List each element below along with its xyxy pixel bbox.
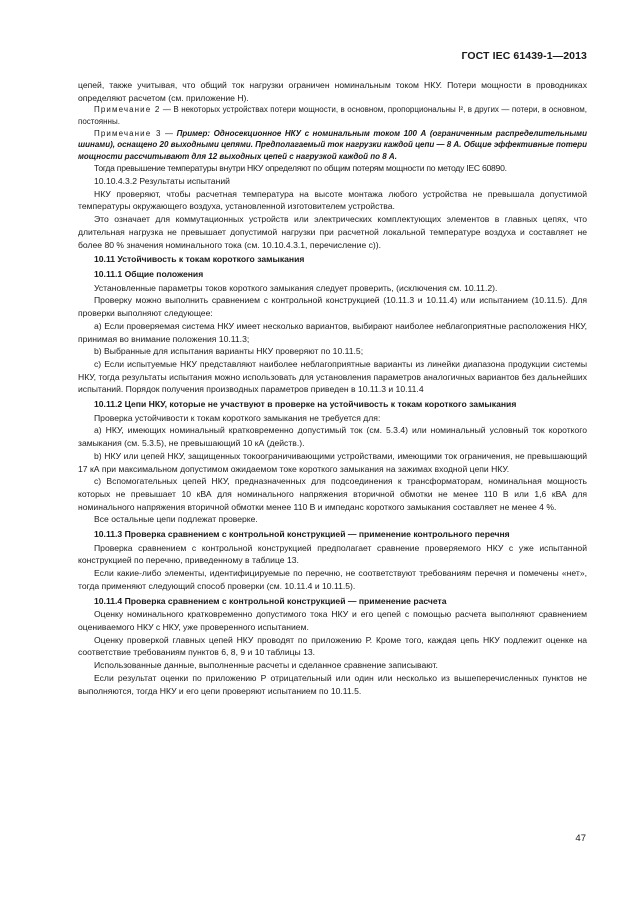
paragraph: Оценку проверкой главных цепей НКУ проводят по приложению Р. Кроме того, каждая цепь НКУ подлежит оценке на соответствие требованиям пунктов 6, 8, 9 и 10 таблицы 13. [78, 634, 587, 658]
section-heading-10-11-3: 10.11.3 Проверка сравнением с контрольной конструкцией — применение контрольного перечня [94, 529, 510, 540]
paragraph: цепей, также учитывая, что общий ток нагрузки ограничен номинальным током НКУ. Потери мощности в проводниках определяют расчетом (см. приложение Н). [78, 80, 587, 103]
document-header: ГОСТ IEC 61439-1—2013 [461, 50, 587, 62]
list-item: с) Если испытуемые НКУ представляют наиболее неблагоприятные варианты из линейки диапазона продукции системы НКУ, тогда результаты испытания можно использовать для установления параметров аналогичных вариантов без дальнейших испытаний. Порядок получения производных параметров приведен в 10.11.3 и 10.11.4 [78, 358, 587, 395]
paragraph: Установленные параметры токов короткого замыкания следует проверить, (исключения см. 10.11.2). [94, 282, 498, 293]
list-item: а) НКУ, имеющих номинальный кратковременно допустимый ток (см. 5.3.4) или номинальный условный ток короткого замыкания (см. 5.3.5), не превышающий 10 кА (действ.). [78, 425, 587, 449]
paragraph: Использованные данные, выполненные расчеты и сделанное сравнение записывают. [94, 660, 438, 671]
note-dash: — [161, 128, 177, 138]
paragraph: Оценку номинального кратковременно допустимого тока НКУ и его цепей с помощью расчета выполняют сравнением оцениваемого НКУ с НКУ, уже проверенного испытанием. [78, 609, 587, 632]
section-heading-10-11: 10.11 Устойчивость к токам короткого замыкания [94, 254, 305, 265]
note-2 [78, 104, 587, 127]
note-text: — В некоторых устройствах потери мощности, в основном, пропорциональны I², в других — потери, в основном, постоянны. [78, 105, 587, 126]
list-item: b) Выбранные для испытания варианты НКУ проверяют по 10.11.5; [94, 346, 364, 357]
paragraph: Если результат оценки по приложению Р отрицательный или один или несколько из вышеперечисленных пунктов не выполняются, тогда НКУ и его цепи проверяют испытанием по 10.11.5. [78, 672, 587, 696]
subsection-title: 10.10.4.3.2 Результаты испытаний [94, 176, 230, 187]
note-label: Примечание 2 [94, 105, 161, 115]
paragraph: Проверка устойчивости к токам короткого замыкания не требуется для: [94, 412, 381, 423]
paragraph: НКУ проверяют, чтобы расчетная температура на высоте монтажа любого устройства не превышала допустимой температуры окружающего воздуха, установленной изготовителем устройства. [78, 188, 587, 212]
paragraph: Тогда превышение температуры внутри НКУ определяют по общим потерям мощности по методу IEC 60890. [94, 163, 507, 174]
list-item: b) НКУ или цепей НКУ, защищенных токоограничивающими устройствами, имеющими ток ограничения, не превышающий 17 кА при максимальном допустимом ожидаемом токе короткого замыкания на зажимах входной цепи НКУ. [78, 450, 587, 474]
paragraph: Проверку можно выполнить сравнением с контрольной конструкцией (10.11.3 и 10.11.4) или испытанием (10.11.5). Для проверки выполняют следующее: [78, 295, 587, 319]
list-item: с) Вспомогательных цепей НКУ, предназначенных для подсоединения к трансформаторам, номинальная мощность которых не превышает 10 кВА для номинального напряжения вторичной обмотки не менее 110 В или 1,6 кВА для номинального напряжения вторичной обмотки менее 110 В и импеданс короткого замыкания составляет не менее 4 %. [78, 476, 587, 512]
paragraph: Все остальные цепи подлежат проверке. [94, 514, 258, 525]
note-3 [78, 128, 587, 163]
section-heading-10-11-2: 10.11.2 Цепи НКУ, которые не участвуют в проверке на устойчивость к токам короткого замыкания [94, 399, 517, 410]
note-example: Пример: Односекционное НКУ с номинальным током 100 А (ограниченным распределительными шинами), оснащено 20 выходными цепями. Предполагаемый ток нагрузки каждой цепи — 8 А. Общие эффективные потери мощности рассчитывают для 12 выходных цепей с нагрузкой каждой по 8 А. [78, 128, 587, 161]
paragraph: Это означает для коммутационных устройств или электрических комплектующих элементов в главных цепях, что длительная нагрузка не превышает допустимой нагрузки при расчетной локальной температуре воздуха и составляет не более 80 % значения номинального тока (см. 10.10.4.3.1, перечисление с)). [78, 214, 587, 250]
document-body [78, 79, 587, 697]
paragraph: Проверка сравнением с контрольной конструкцией предполагает сравнение проверяемого НКУ с уже испытанной конструкцией по перечню, приведенному в таблице 13. [78, 542, 587, 566]
section-heading-10-11-1: 10.11.1 Общие положения [94, 269, 204, 279]
paragraph: Если какие-либо элементы, идентифицируемые по перечню, не соответствуют требованиям перечня и помечены «нет», тогда применяют следующий способ проверки (см. 10.11.4 и 10.11.5). [78, 568, 587, 591]
section-heading-10-11-4: 10.11.4 Проверка сравнением с контрольной конструкцией — применение расчета [94, 595, 447, 606]
page-number: 47 [575, 833, 586, 844]
list-item: а) Если проверяемая система НКУ имеет несколько вариантов, выбирают наиболее неблагоприятные расположения НКУ, принимая во внимание положения 10.11.3; [78, 320, 587, 344]
note-label: Примечание 3 [94, 128, 162, 138]
